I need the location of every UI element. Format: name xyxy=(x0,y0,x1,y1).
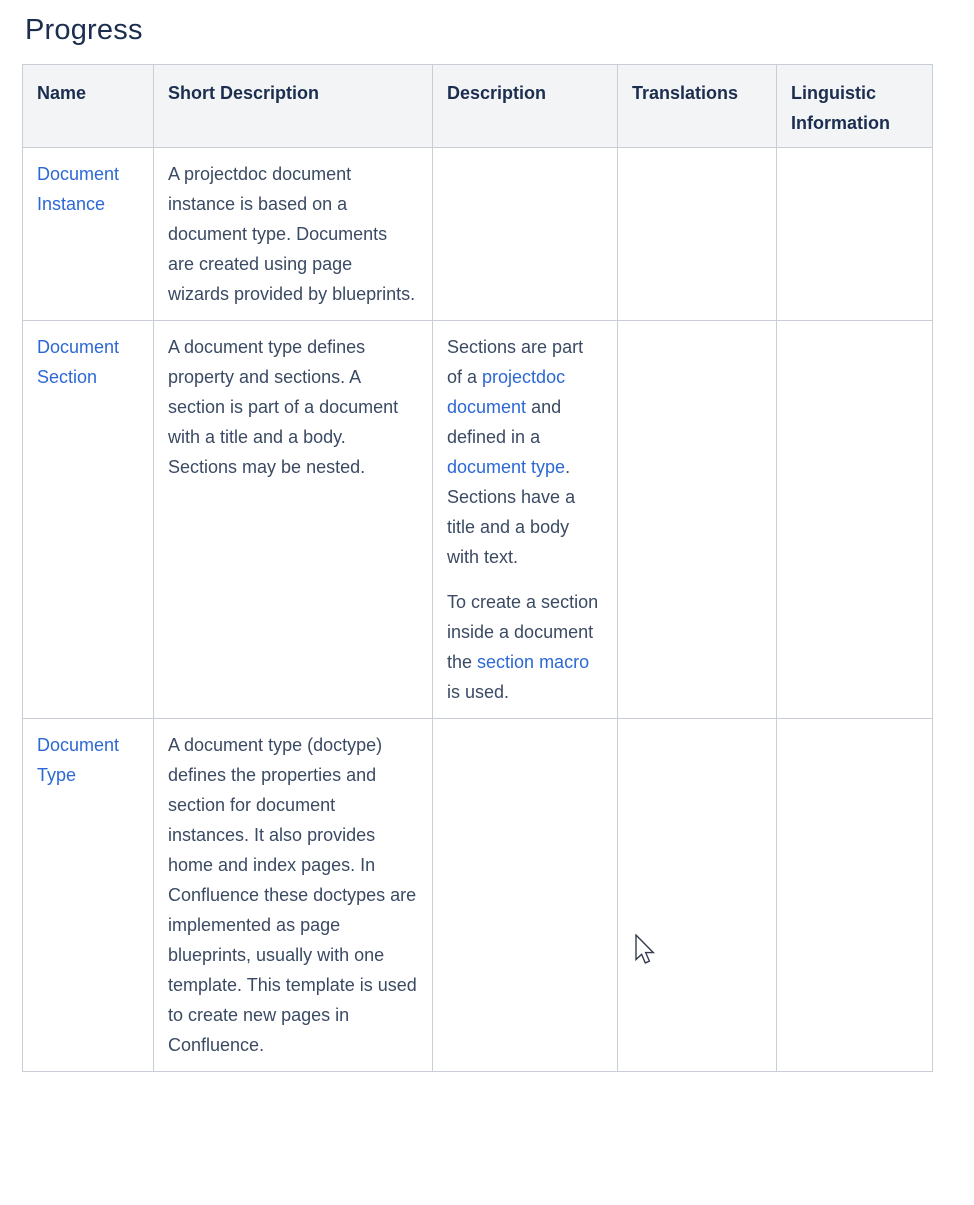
cell-translations xyxy=(618,321,777,719)
glossary-table-body xyxy=(23,148,933,1072)
paragraph: A document type (doctype) defines the properties and section for document instances. It also provides home and index pages. In Confluence these doctypes are implemented as page blueprints, usually with one template. This template is used to create new pages in Confluence. xyxy=(168,735,417,1055)
cell-translations xyxy=(618,148,777,321)
cell-name xyxy=(23,148,154,321)
inline-link[interactable]: document type xyxy=(447,457,566,477)
paragraph: A document type defines property and sections. A section is part of a document with a title and a body. Sections may be nested. xyxy=(168,337,399,477)
column-header-linguistic_information: Linguistic Information xyxy=(777,65,933,148)
glossary-table xyxy=(22,64,933,1072)
cell-description xyxy=(433,321,618,719)
document-name-link[interactable]: Document Instance xyxy=(37,164,120,214)
cell-name xyxy=(23,321,154,719)
cell-short-description xyxy=(154,148,433,321)
cell-short-description xyxy=(154,321,433,719)
inline-link[interactable]: projectdoc document xyxy=(447,367,566,417)
cell-linguistic-information xyxy=(777,321,933,719)
table-row xyxy=(23,321,933,719)
paragraph: A projectdoc document instance is based on a document type. Documents are created using page wizards provided by blueprints. xyxy=(168,164,416,304)
table-row xyxy=(23,719,933,1072)
table-row xyxy=(23,148,933,321)
cell-linguistic-information xyxy=(777,148,933,321)
glossary-table-header xyxy=(23,65,933,148)
inline-link[interactable]: section macro xyxy=(477,652,590,672)
column-header-description: Description xyxy=(433,65,618,148)
document-name-link[interactable]: Document Type xyxy=(37,735,120,785)
cell-name xyxy=(23,719,154,1072)
cell-description xyxy=(433,148,618,321)
paragraph: Sections are part of a projectdoc document and defined in a document type. Sections have a title and a body with text. xyxy=(447,337,584,567)
cell-translations xyxy=(618,719,777,1072)
column-header-translations: Translations xyxy=(618,65,777,148)
cell-linguistic-information xyxy=(777,719,933,1072)
header-row xyxy=(23,65,933,148)
cell-short-description xyxy=(154,719,433,1072)
column-header-short_description: Short Description xyxy=(154,65,433,148)
cell-description xyxy=(433,719,618,1072)
paragraph: To create a section inside a document the section macro is used. xyxy=(447,592,599,702)
page-title: Progress xyxy=(25,14,143,46)
column-header-name: Name xyxy=(23,65,154,148)
document-name-link[interactable]: Document Section xyxy=(37,337,120,387)
